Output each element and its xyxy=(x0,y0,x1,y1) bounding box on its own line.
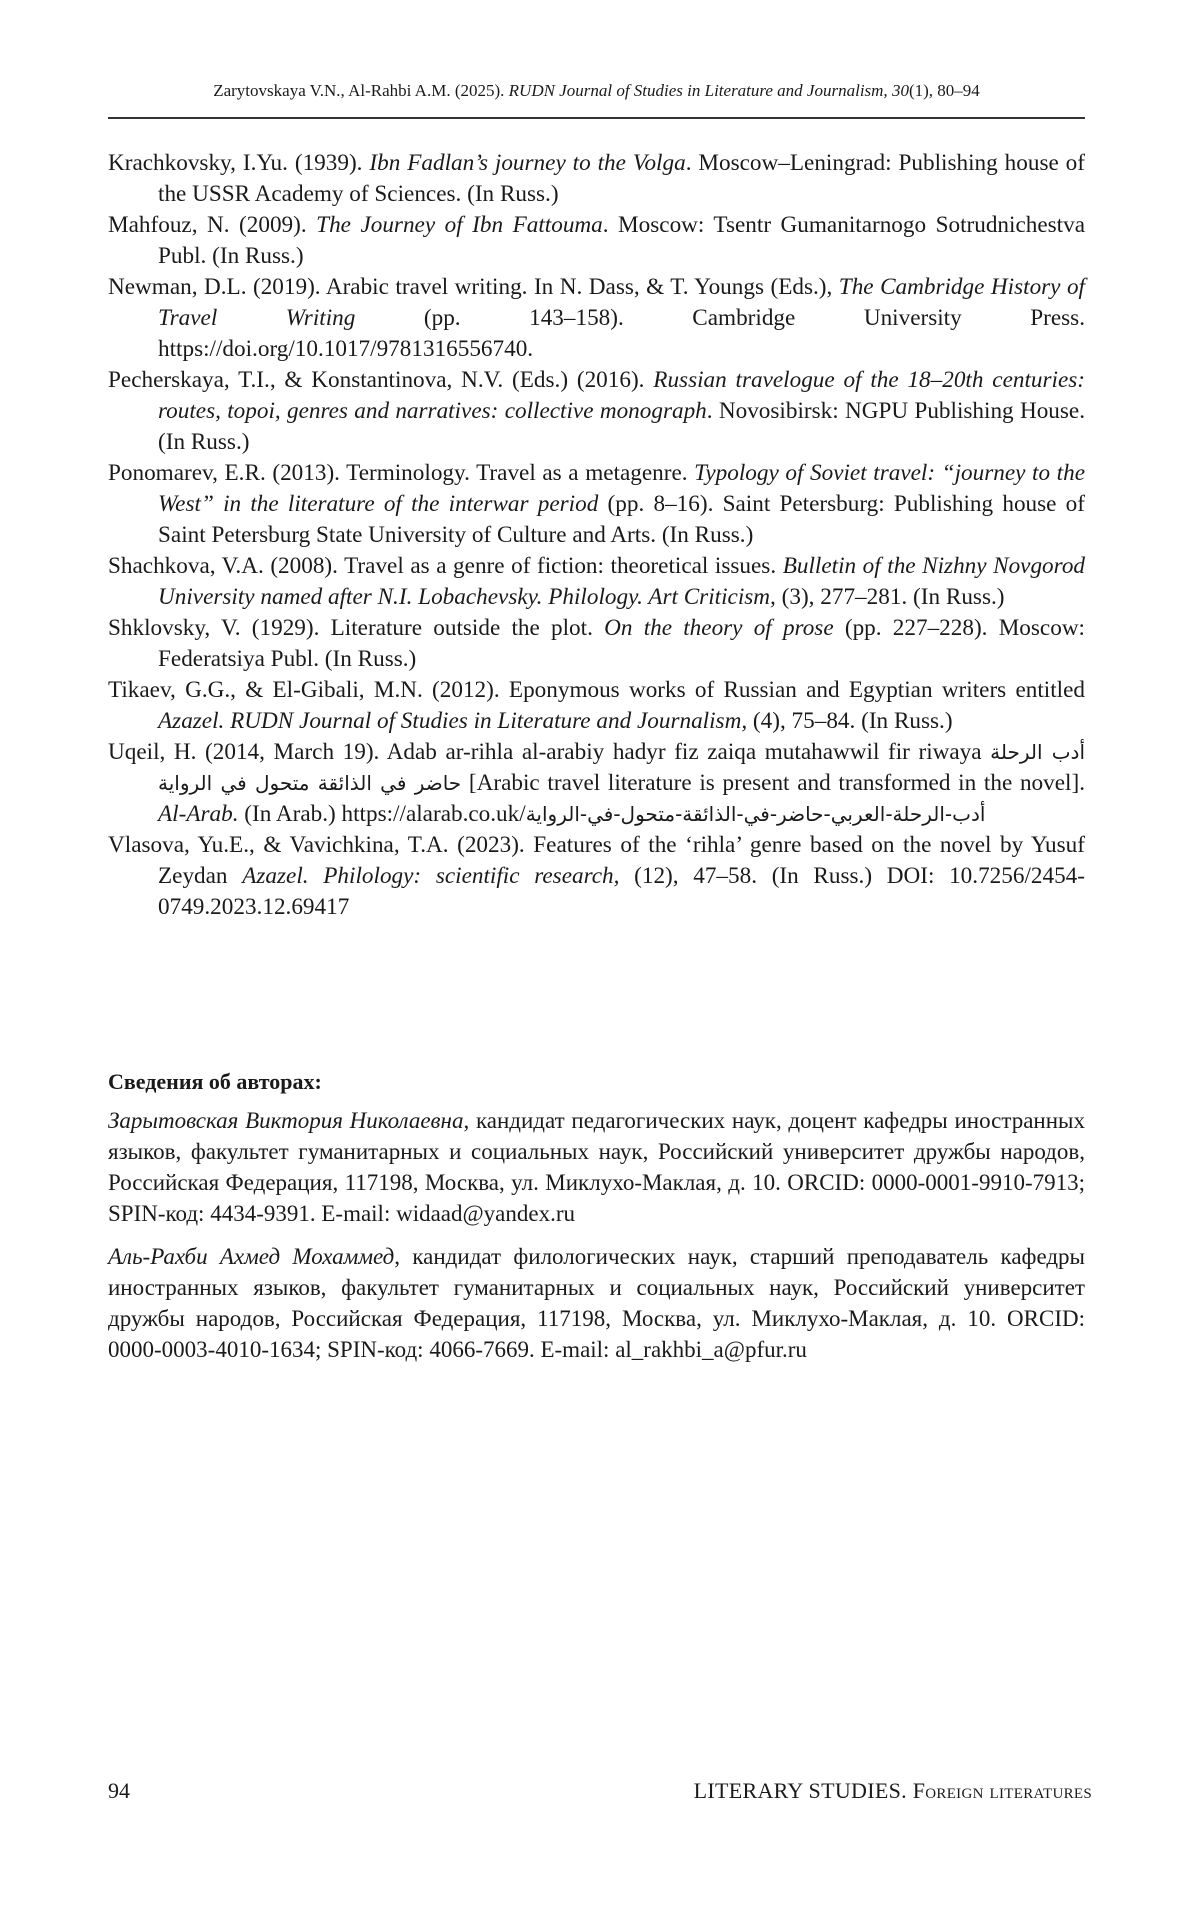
author-al-rahbi: Аль-Рахби Ахмед Мохаммед, кандидат филологических наук, старший преподаватель кафедры иностранных языков, факультет гуманитарных и социальных наук, Российский университет дружбы народов, Российская Федерация, 117198, Москва, ул. Миклухо-Маклая, д. 10. ORCID: 0000-0003-4010-1634; SPIN-код: 4066-7669. E-mail: al_rakhbi_a@pfur.ru xyxy=(108,1244,1086,1362)
reference-mahfouz: Mahfouz, N. (2009). The Journey of Ibn Fattouma. Moscow: Tsentr Gumanitarnogo Sotrudnichestva Publ. (In Russ.) xyxy=(108,212,1085,269)
reference-vlasova: Vlasova, Yu.E., & Vavichkina, T.A. (2023). Features of the ‘rihla’ genre based on the novel by Yusuf Zeydan Azazel. Philology: scientific research, (12), 47–58. (In Russ.) DOI: 10.7256/2454-0749.2023.12.69417 xyxy=(108,832,1085,920)
header-issue-pages: (1), 80–94 xyxy=(908,81,980,100)
running-header xyxy=(108,80,1085,102)
reference-newman: Newman, D.L. (2019). Arabic travel writing. In N. Dass, & T. Youngs (Eds.), The Cambridge History of Travel Writing (pp. 143–158). Cambridge University Press. https://doi.org/10.1017/9781316556740. xyxy=(108,274,1086,362)
arabic-title: أدب الرحلة حاضر في الذائقة متحول في الرواية xyxy=(158,740,1085,795)
author-name: Зарытовская Виктория Николаевна xyxy=(108,1108,464,1133)
reference-shklovsky: Shklovsky, V. (1929). Literature outside the plot. On the theory of prose (pp. 227–228). Moscow: Federatsiya Publ. (In Russ.) xyxy=(108,615,1086,672)
reference-tikaev: Tikaev, G.G., & El-Gibali, M.N. (2012). Eponymous works of Russian and Egyptian writers entitled Azazel. RUDN Journal of Studies in Literature and Journalism, (4), 75–84. (In Russ.) xyxy=(108,677,1085,734)
reference-pecherskaya: Pecherskaya, T.I., & Konstantinova, N.V. (Eds.) (2016). Russian travelogue of the 18–20th centuries: routes, topoi, genres and narratives: collective monograph. Novosibirsk: NGPU Publishing House. (In Russ.) xyxy=(108,367,1086,455)
header-rule xyxy=(108,117,1085,119)
authors-heading: Сведения об авторах: xyxy=(108,1069,322,1094)
page-number: 94 xyxy=(108,1778,130,1803)
author-zarytovskaya: Зарытовская Виктория Николаевна, кандидат педагогических наук, доцент кафедры иностранных языков, факультет гуманитарных и социальных наук, Российский университет дружбы народов, Российская Федерация, 117198, Москва, ул. Миклухо-Маклая, д. 10. ORCID: 0000-0001-9910-7913; SPIN-код: 4434-9391. E-mail: widaad@yandex.ru xyxy=(108,1108,1085,1226)
author-name: Аль-Рахби Ахмед Мохаммед xyxy=(108,1244,395,1269)
arabic-url-slug: أدب-الرحلة-العربي-حاضر-في-الذائقة-متحول-في-الرواية xyxy=(525,802,986,826)
header-volume: 30 xyxy=(891,81,909,100)
reference-ponomarev: Ponomarev, E.R. (2013). Terminology. Travel as a metagenre. Typology of Soviet travel: “journey to the West” in the literature of the interwar period (pp. 8–16). Saint Petersburg: Publishing house of Saint Petersburg State University of Culture and Arts. (In Russ.) xyxy=(108,460,1085,548)
header-journal-title: RUDN Journal of Studies in Literature and Journalism, xyxy=(508,81,888,100)
header-authors-year: Zarytovskaya V.N., Al-Rahbi A.M. (2025). xyxy=(213,81,509,100)
authors-info xyxy=(108,1066,1085,1377)
section-name: LITERARY STUDIES. Foreign literatures xyxy=(693,1778,1092,1803)
reference-shachkova: Shachkova, V.A. (2008). Travel as a genre of fiction: theoretical issues. Bulletin of the Nizhny Novgorod University named after N.I. Lobachevsky. Philology. Art Criticism, (3), 277–281. (In Russ.) xyxy=(108,553,1086,610)
reference-krachkovsky: Krachkovsky, I.Yu. (1939). Ibn Fadlan’s journey to the Volga. Moscow–Leningrad: Publishing house of the USSR Academy of Sciences. (In Russ.) xyxy=(108,150,1085,207)
reference-uqeil: Uqeil, H. (2014, March 19). Adab ar-rihla al-arabiy hadyr fiz zaiqa mutahawwil fir riwaya أدب الرحلة حاضر في الذائقة متحول في الرواية [Arabic travel literature is present and transformed in the novel]. Al-Arab. (In Arab.) https://alarab.co.uk/أدب-الرحلة-العربي-حاضر-في-الذائقة-متحول-في-الرواية xyxy=(108,739,1085,827)
references-list xyxy=(108,148,1085,923)
